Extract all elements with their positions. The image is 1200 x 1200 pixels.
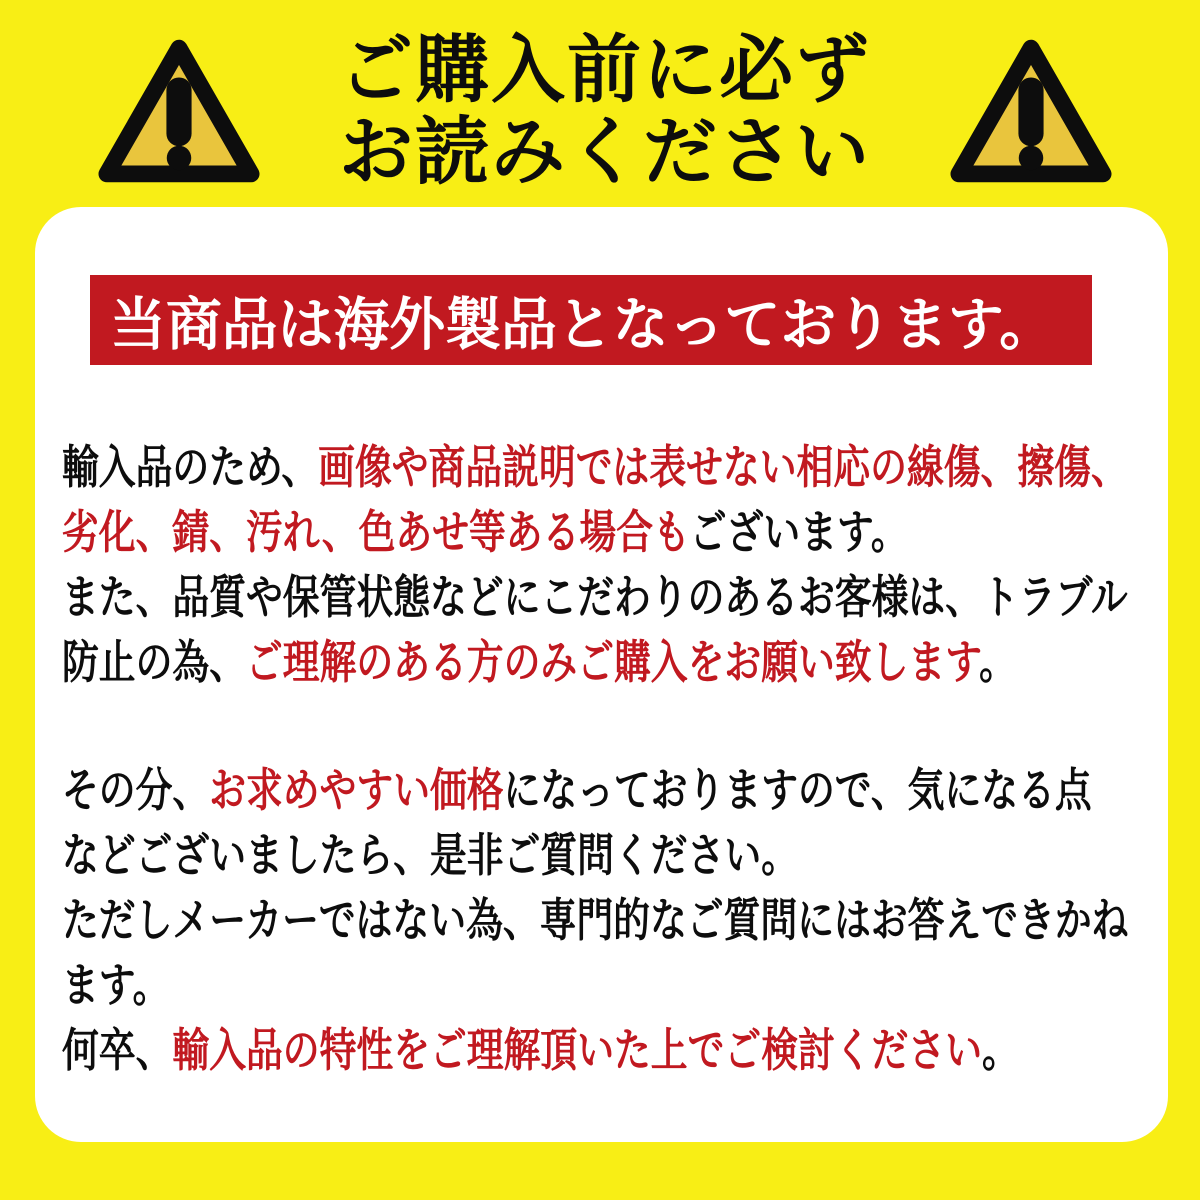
body-line bbox=[62, 758, 1092, 823]
body-text-segment: 何卒、 bbox=[62, 1024, 173, 1076]
body-line bbox=[62, 953, 947, 1018]
body-text-segment: 劣化、錆、汚れ、色あせ等ある場合も bbox=[62, 506, 690, 558]
page-title-line1: ご購入前に必ず bbox=[339, 28, 871, 112]
content-panel bbox=[35, 207, 1168, 1142]
page-title-line2: お読みください bbox=[339, 109, 871, 193]
body-line bbox=[62, 630, 1016, 695]
body-text-segment: その分、 bbox=[62, 764, 210, 816]
body-text bbox=[62, 435, 1168, 1083]
page-title bbox=[339, 29, 871, 192]
body-text-segment: ます。 bbox=[62, 959, 170, 1011]
body-text-segment: 輸入品の特性をご理解頂いた上でご検討ください bbox=[172, 1024, 982, 1076]
body-text-segment: 防止の為、 bbox=[62, 636, 246, 688]
header bbox=[0, 0, 1200, 207]
body-text-segment: ご理解のある方のみご購入をお願い致します bbox=[246, 636, 980, 688]
body-text-segment: などございましたら、是非ご質問ください。 bbox=[62, 829, 798, 881]
body-text-segment: 。 bbox=[982, 1024, 1019, 1076]
body-line bbox=[62, 1018, 1019, 1083]
paragraph bbox=[62, 758, 1168, 1083]
body-text-segment: 。 bbox=[979, 636, 1016, 688]
body-line bbox=[62, 888, 1129, 953]
notice-banner-text: 当商品は海外製品となっております。 bbox=[110, 293, 1056, 357]
body-text-segment: お求めやすい価格 bbox=[209, 764, 504, 816]
warning-triangle-icon bbox=[947, 33, 1115, 189]
body-line bbox=[62, 435, 1128, 500]
body-text-segment: 画像や商品説明では表せない相応の線傷、擦傷、 bbox=[318, 441, 1128, 493]
body-line bbox=[62, 500, 947, 565]
body-line bbox=[62, 823, 947, 888]
body-line bbox=[62, 565, 1128, 630]
notice-banner bbox=[90, 275, 1092, 365]
body-text-segment: ただしメーカーではない為、専門的なご質問にはお答えできかね bbox=[62, 894, 1129, 946]
paragraph bbox=[62, 435, 1168, 695]
body-text-segment: ございます。 bbox=[689, 506, 908, 558]
warning-triangle-icon bbox=[95, 33, 263, 189]
body-text-segment: また、品質や保管状態などにこだわりのあるお客様は、トラブル bbox=[62, 571, 1128, 623]
body-text-segment: 輸入品のため、 bbox=[62, 441, 319, 493]
body-text-segment: になっておりますので、気になる点 bbox=[503, 764, 1092, 816]
